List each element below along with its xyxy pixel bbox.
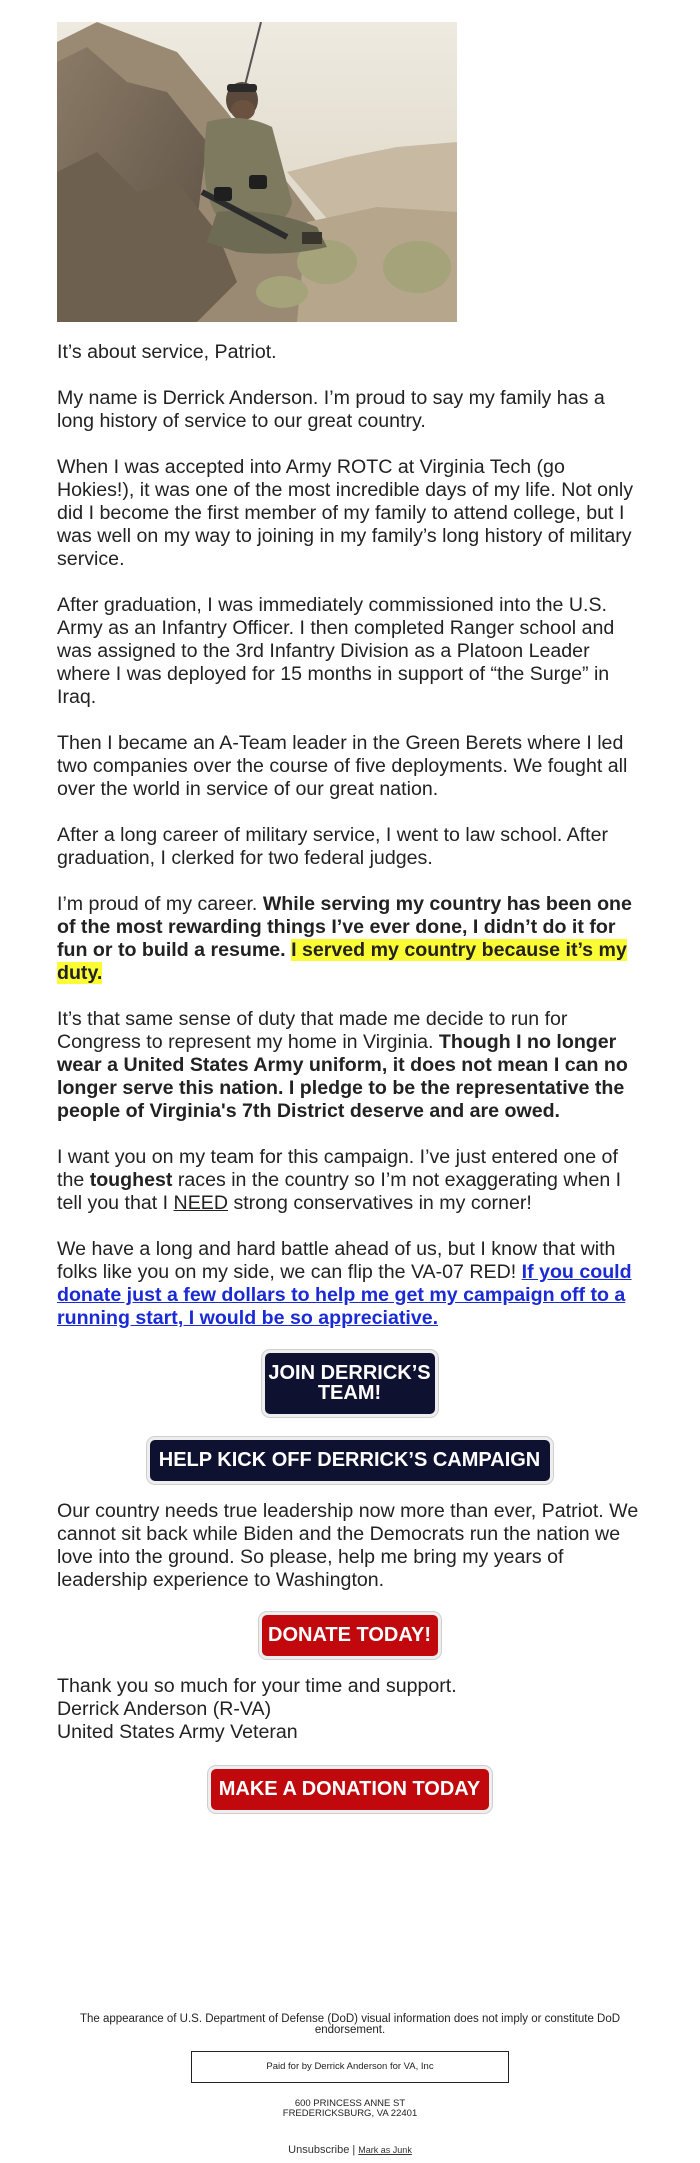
signature-name: Derrick Anderson (R-VA) [57,1698,272,1720]
email-body [57,22,642,1813]
rotc-paragraph: When I was accepted into Army ROTC at Virginia Tech (go Hokies!), it was one of the most incredible days of my life. Not only did I become the first member of my family to attend college, but I was well on my way to joining in my family’s long history of military service. [57,456,634,570]
team-text-2: races in the country so I’m not exaggerating when I tell you that I [57,1169,622,1214]
join-button-row [57,1350,642,1417]
unsubscribe-link[interactable]: Unsubscribe [288,2144,350,2156]
proud-bold-text: While serving my country has been one of the most rewarding things I’ve ever done, I didn’t do it for fun or to build a resume. [57,893,632,961]
soldier-photo [57,22,457,322]
proud-paragraph [57,893,642,985]
kick-off-campaign-button[interactable]: HELP KICK OFF DERRICK’S CAMPAIGN [147,1437,553,1484]
join-team-button[interactable]: JOIN DERRICK’S TEAM! [262,1350,438,1417]
signature-block [57,1675,642,1744]
make-donation-button[interactable]: MAKE A DONATION TODAY [208,1766,492,1813]
duty-bold-text: Though I no longer wear a United States Army uniform, it does not mean I can no longer serve this nation. I pledge to be the representative the people of Virginia's 7th District deserve and are owed. [57,1031,628,1122]
email-footer [0,2014,700,2156]
proud-text: I’m proud of my career. [57,893,263,915]
donate-button-row [57,1612,642,1659]
kickoff-button-row [57,1437,642,1484]
graduation-paragraph: After graduation, I was immediately commissioned into the U.S. Army as an Infantry Officer. I then completed Ranger school and was assigned to the 3rd Infantry Division as a Platoon Leader where I was deployed for 15 months in support of “the Surge” in Iraq. [57,594,615,708]
battle-text: We have a long and hard battle ahead of us, but I know that with folks like you on my side, we can flip the VA-07 RED! [57,1238,616,1283]
duty-text: It’s that same sense of duty that made me decide to run for Congress to represent my home in Virginia. [57,1008,568,1053]
separator: | [352,2144,356,2156]
team-text-3: strong conservatives in my corner! [228,1192,532,1214]
address-line-2: FREDERICKSBURG, VA 22401 [282,2108,418,2119]
signature-title: United States Army Veteran [57,1721,298,1743]
mailing-address [0,2099,700,2119]
toughest-text: toughest [89,1169,173,1191]
donate-link[interactable]: If you could donate just a few dollars to help me get my campaign off to a running start, I would be so appreciative. [57,1261,632,1329]
donate-today-button[interactable]: DONATE TODAY! [259,1612,441,1659]
dod-disclaimer: The appearance of U.S. Department of Defense (DoD) visual information does not imply or constitute DoD endorsement. [79,2013,621,2036]
unsubscribe-row [0,2144,700,2156]
green-berets-paragraph: Then I became an A-Team leader in the Green Berets where I led two companies over the course of five deployments. We fought all over the world in service of our great nation. [57,732,628,800]
need-text: NEED [173,1192,228,1214]
leadership-paragraph: Our country needs true leadership now more than ever, Patriot. We cannot sit back while Biden and the Democrats run the nation we love into the ground. So please, help me bring my years of leadership experience to Washington. [57,1500,639,1591]
make-donation-button-row [57,1766,642,1813]
duty-highlight-text: I served my country because it’s my duty. [57,939,627,984]
paid-for-box: Paid for by Derrick Anderson for VA, Inc [191,2051,509,2083]
address-line-1: 600 PRINCESS ANNE ST [294,2098,406,2109]
team-text-1: I want you on my team for this campaign. I’ve just entered one of the [57,1146,618,1191]
battle-paragraph [57,1238,642,1330]
signature-thanks: Thank you so much for your time and support. [57,1675,457,1697]
intro-paragraph: My name is Derrick Anderson. I’m proud to say my family has a long history of service to our great country. [57,387,605,432]
law-school-paragraph: After a long career of military service, I went to law school. After graduation, I clerked for two federal judges. [57,824,609,869]
greeting-text: It’s about service, Patriot. [57,341,277,363]
team-paragraph [57,1146,642,1215]
duty-paragraph [57,1008,642,1123]
mark-as-junk-link[interactable]: Mark as Junk [358,2145,412,2155]
